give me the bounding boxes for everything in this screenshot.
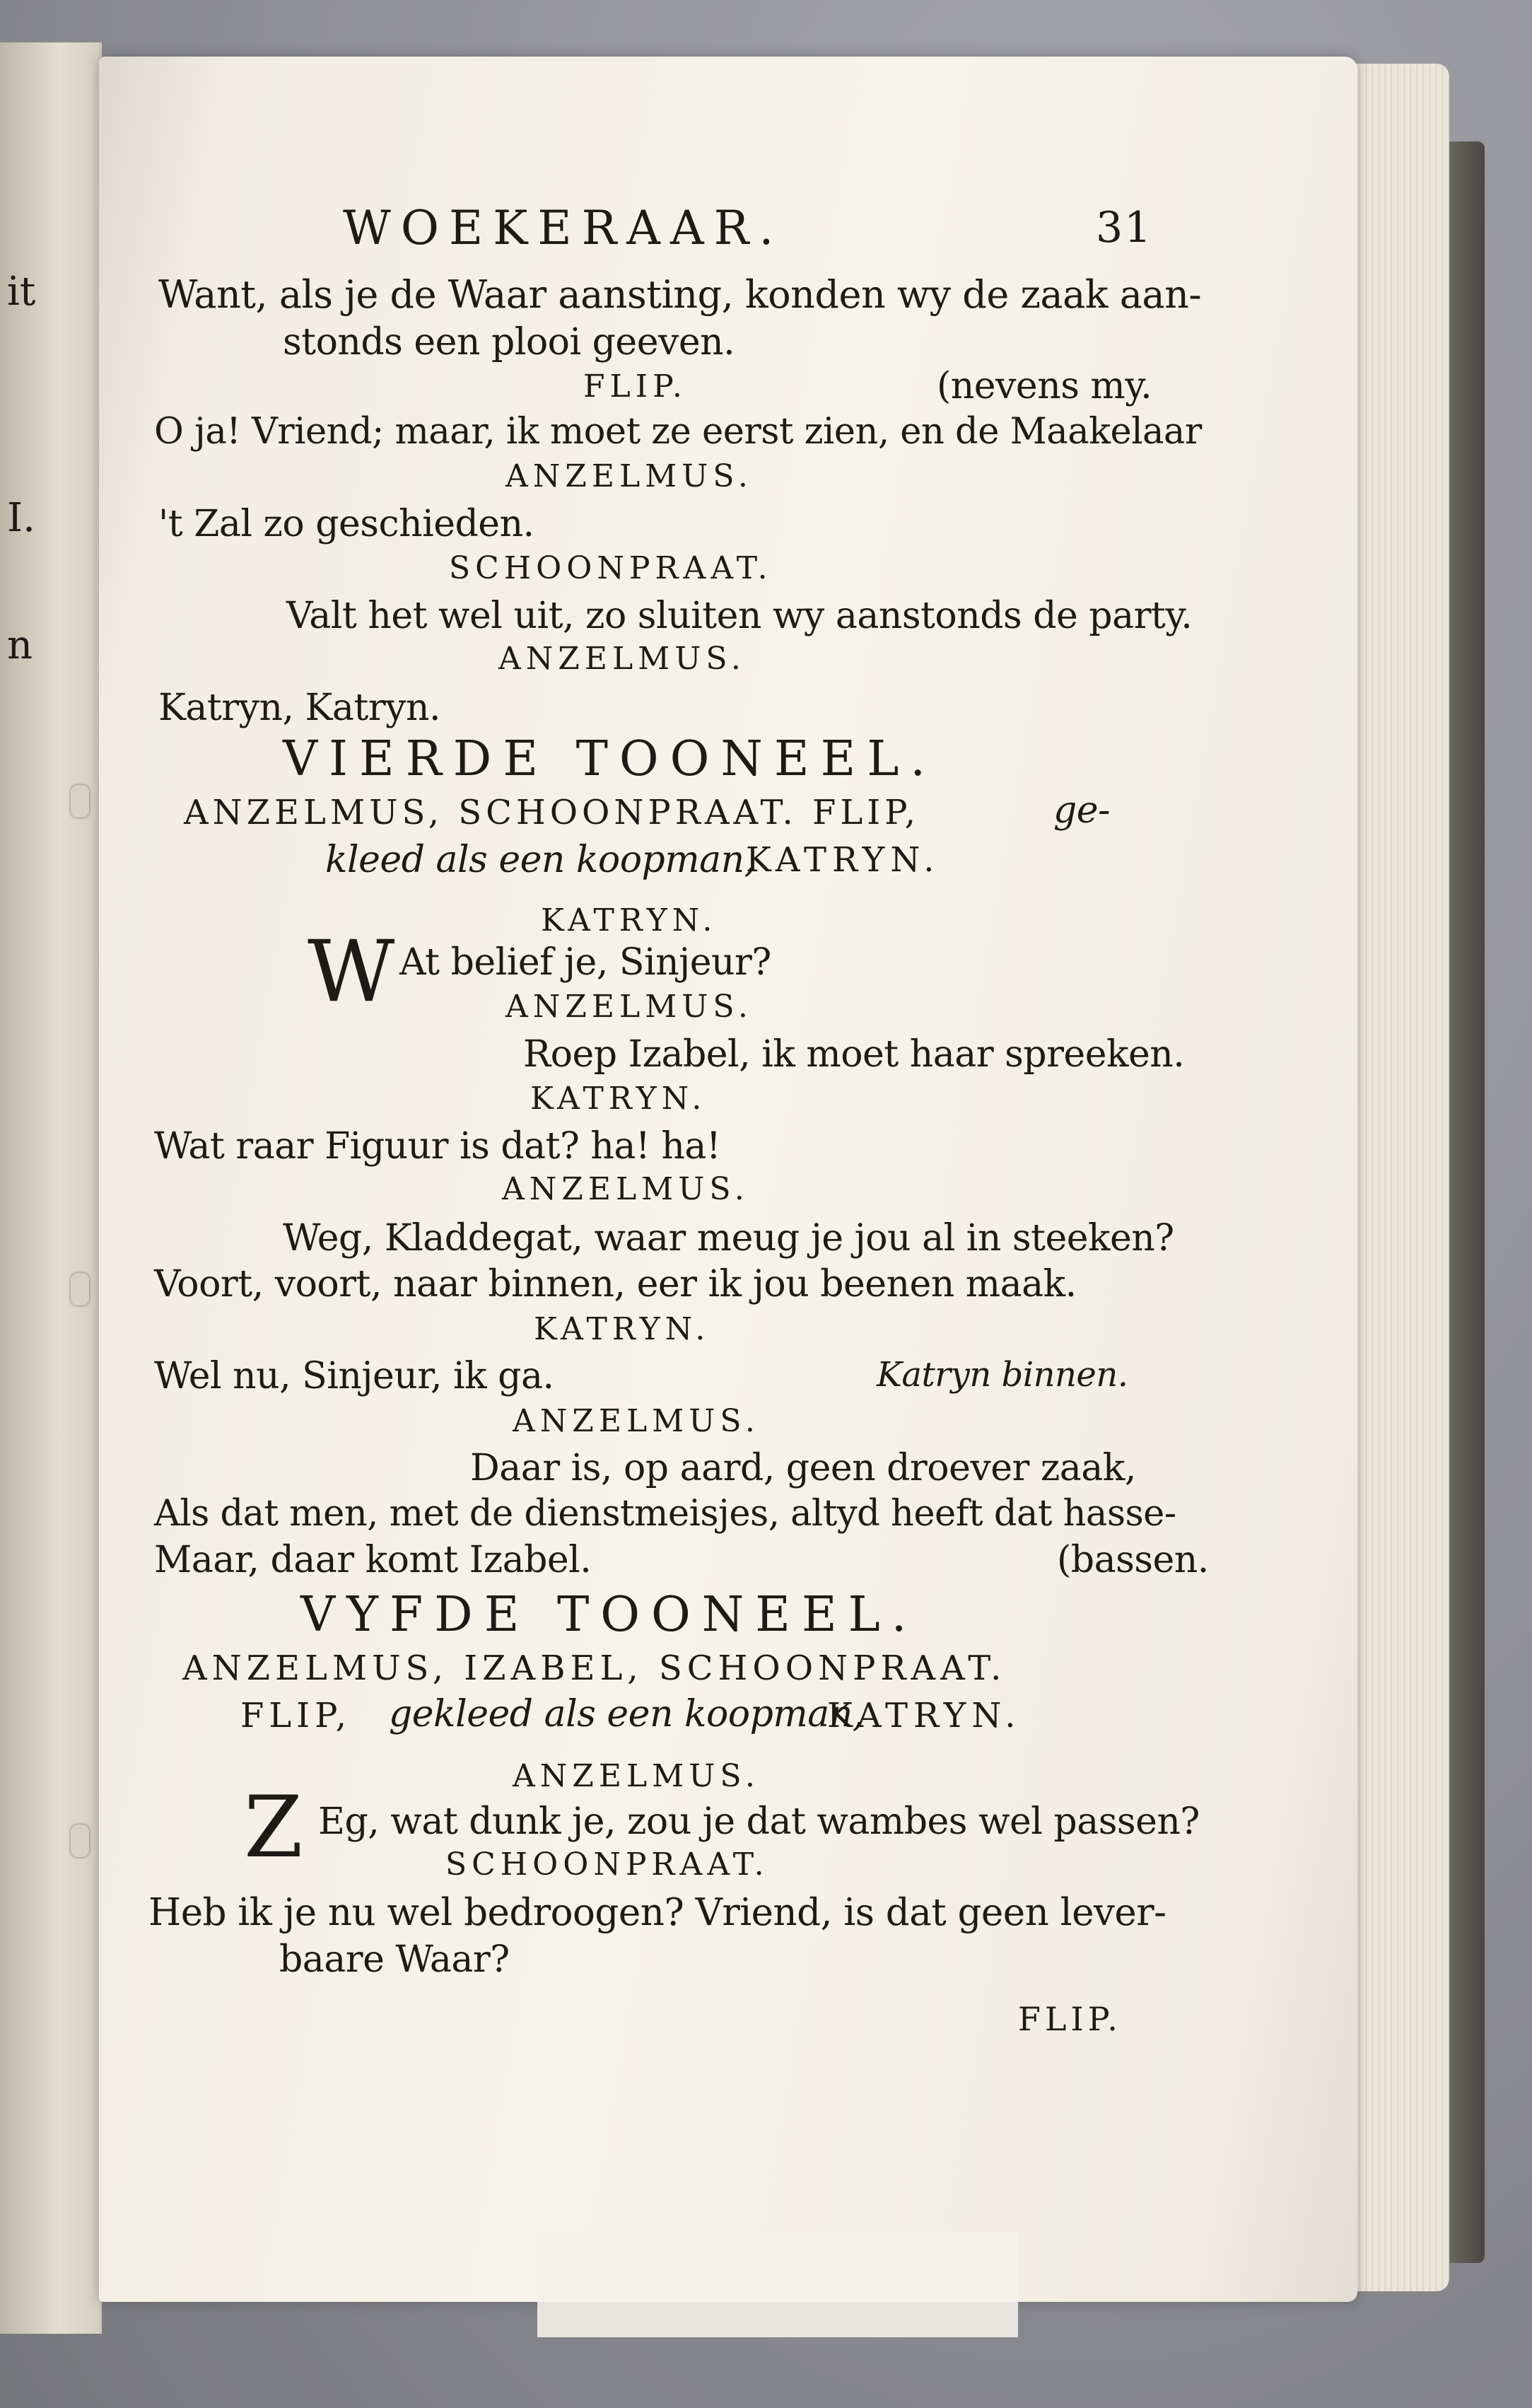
speaker-name: SCHOONPRAAT. bbox=[445, 1846, 769, 1883]
text-line: Want, als je de Waar aansting, konden wy de zaak aan- bbox=[158, 272, 1202, 317]
text-line: Weg, Kladdegat, waar meug je jou al in steeken? bbox=[283, 1217, 1174, 1260]
text-line: Maar, daar komt Izabel. bbox=[154, 1539, 592, 1581]
text-line: Eg, wat dunk je, zou je dat wambes wel passen? bbox=[318, 1801, 1200, 1843]
speaker-name: KATRYN. bbox=[534, 1311, 711, 1347]
text-line: Valt het wel uit, zo sluiten wy aanstonds de party. bbox=[286, 595, 1193, 637]
drop-capital: Z bbox=[244, 1779, 303, 1877]
speaker-name: SCHOONPRAAT. bbox=[449, 550, 773, 586]
catchword: FLIP. bbox=[1018, 2000, 1122, 2038]
text-line: Voort, voort, naar binnen, eer ik jou beenen maak. bbox=[154, 1263, 1077, 1305]
speaker-name: KATRYN. bbox=[530, 1081, 707, 1117]
text-line: O ja! Vriend; maar, ik moet ze eerst zien, en de Maakelaar bbox=[154, 411, 1202, 453]
speaker-name: ANZELMUS. bbox=[505, 989, 753, 1025]
speaker-name: ANZELMUS. bbox=[513, 1758, 760, 1794]
text-line: Wat raar Figuur is dat? ha! ha! bbox=[154, 1125, 721, 1168]
left-page-edge bbox=[0, 42, 102, 2334]
scene-heading: VYFDE TOONEEL. bbox=[300, 1587, 918, 1643]
speaker-name: ANZELMUS. bbox=[505, 458, 753, 494]
speaker-name: ANZELMUS. bbox=[498, 641, 746, 677]
speaker-name: FLIP. bbox=[583, 368, 687, 405]
text-line: 't Zal zo geschieden. bbox=[158, 503, 534, 545]
text-line: Heb ik je nu wel bedroogen? Vriend, is dat geen lever- bbox=[148, 1891, 1166, 1934]
binding-stitch bbox=[71, 1273, 89, 1305]
text-line: Roep Izabel, ik moet haar spreeken. bbox=[523, 1033, 1185, 1076]
left-page-fragment: I. bbox=[7, 495, 35, 541]
scene-heading: VIERDE TOONEEL. bbox=[283, 731, 937, 787]
cast-list: ANZELMUS, SCHOONPRAAT. FLIP, bbox=[184, 793, 920, 832]
aside-text: (bassen. bbox=[1057, 1539, 1209, 1581]
text-line: Katryn, Katryn. bbox=[158, 687, 441, 729]
text-line: stonds een plooi geeven. bbox=[283, 321, 735, 363]
text-line: Wel nu, Sinjeur, ik ga. bbox=[154, 1355, 554, 1397]
stage-direction: Katryn binnen. bbox=[877, 1355, 1128, 1395]
cast-list: ANZELMUS, IZABEL, SCHOONPRAAT. bbox=[182, 1648, 1007, 1688]
cast-list-italic: kleed als een koopman, bbox=[325, 839, 756, 881]
paper-blank-area bbox=[537, 2231, 1018, 2337]
left-page-fragment: it bbox=[7, 269, 36, 315]
binding-stitch bbox=[71, 785, 89, 818]
binding-stitch bbox=[71, 1825, 89, 1857]
speaker-name: ANZELMUS. bbox=[513, 1403, 760, 1439]
cast-list: FLIP, bbox=[240, 1696, 351, 1735]
text-line: Als dat men, met de dienstmeisjes, altyd heeft dat hasse- bbox=[154, 1493, 1176, 1535]
drop-capital: W bbox=[308, 923, 395, 1021]
aside-text: (nevens my. bbox=[937, 365, 1152, 407]
cast-list: KATRYN. bbox=[746, 840, 940, 880]
left-page-fragment: n bbox=[7, 622, 33, 668]
book-page bbox=[99, 57, 1357, 2302]
speaker-name: ANZELMUS. bbox=[502, 1171, 749, 1207]
text-line: baare Waar? bbox=[279, 1938, 510, 1981]
text-line: At belief je, Sinjeur? bbox=[399, 941, 771, 984]
cast-list-italic: gekleed als een koopman, bbox=[389, 1693, 864, 1735]
speaker-name: KATRYN. bbox=[541, 902, 718, 938]
cast-list: KATRYN. bbox=[827, 1696, 1022, 1735]
cast-list-italic: ge- bbox=[1053, 789, 1111, 832]
running-head-title: WOEKERAAR. bbox=[343, 201, 784, 255]
page-number: 31 bbox=[1096, 203, 1153, 252]
text-line: Daar is, op aard, geen droever zaak, bbox=[470, 1447, 1136, 1489]
